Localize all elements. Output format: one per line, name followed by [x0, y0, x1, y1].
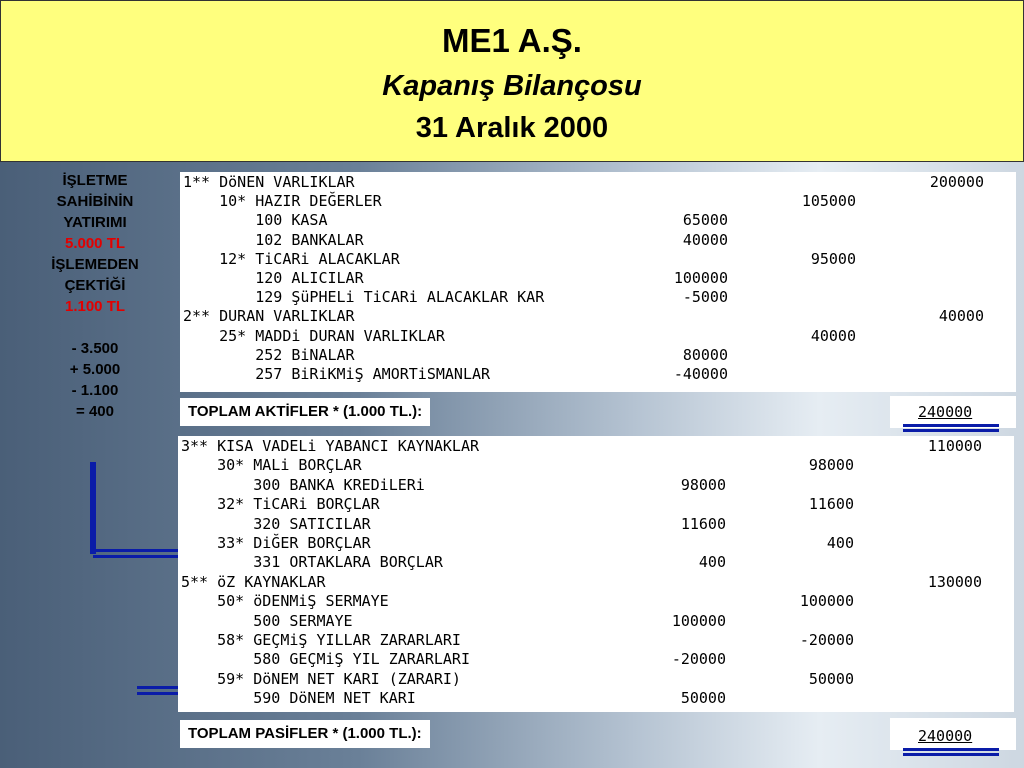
account-label: 32* TiCARi BORÇLAR	[181, 495, 380, 514]
account-amount: 50000	[680, 689, 726, 708]
account-amount: 130000	[927, 572, 982, 591]
ledger-row	[180, 365, 1016, 384]
investment-amount: 5.000 TL	[64, 235, 126, 252]
owner-note	[0, 170, 190, 422]
ledger-row	[180, 192, 1016, 211]
connector-line	[90, 462, 96, 554]
assets-total-value: 240000	[918, 403, 973, 421]
account-amount: 100000	[673, 269, 728, 287]
ledger-row	[178, 437, 1014, 456]
ledger-row	[178, 670, 1014, 689]
ledger-row	[178, 592, 1014, 611]
double-underline	[903, 753, 999, 756]
account-label: 12* TiCARi ALACAKLAR	[183, 249, 400, 268]
account-label: 580 GEÇMiŞ YIL ZARARLARI	[181, 650, 470, 669]
ledger-row	[178, 650, 1014, 669]
account-label: 1** DöNEN VARLIKLAR	[183, 173, 355, 191]
assets-panel	[180, 172, 1016, 392]
account-label: 25* MADDi DURAN VARLIKLAR	[183, 326, 445, 345]
account-label: 257 BiRiKMiŞ AMORTiSMANLAR	[183, 365, 491, 383]
account-label: 300 BANKA KREDiLERi	[181, 475, 425, 494]
account-label: 33* DiĞER BORÇLAR	[181, 534, 371, 552]
account-amount: 100000	[671, 611, 726, 630]
account-label: 102 BANKALAR	[183, 230, 364, 249]
ledger-row	[180, 231, 1016, 250]
ledger-row	[178, 689, 1014, 708]
note-line: ÇEKTİĞİ	[64, 277, 126, 294]
account-amount: 400	[826, 534, 854, 552]
account-amount: -20000	[671, 650, 726, 669]
ledger-row	[180, 211, 1016, 230]
account-amount: -40000	[673, 365, 728, 383]
account-amount: 400	[698, 553, 726, 572]
note-line: SAHİBİNİN	[56, 193, 134, 210]
assets-total-label: TOPLAM AKTİFLER * (1.000 TL.):	[180, 398, 430, 426]
ledger-row	[178, 495, 1014, 514]
account-amount: 11600	[680, 514, 726, 533]
double-underline	[903, 429, 999, 432]
account-amount: 11600	[808, 495, 854, 514]
note-line: YATIRIMI	[63, 214, 127, 231]
account-label: 10* HAZIR DEĞERLER	[183, 192, 382, 211]
account-label: 30* MALi BORÇLAR	[181, 456, 362, 475]
ledger-row	[180, 327, 1016, 346]
ledger-row	[180, 346, 1016, 365]
account-amount: 40000	[810, 326, 856, 345]
account-amount: -20000	[799, 631, 854, 649]
account-label: 500 SERMAYE	[181, 611, 353, 630]
account-label: 3** KISA VADELi YABANCI KAYNAKLAR	[181, 437, 480, 455]
account-label: 320 SATICILAR	[181, 514, 371, 533]
account-amount: 105000	[801, 192, 856, 211]
ledger-row	[178, 515, 1014, 534]
account-amount: 80000	[682, 345, 728, 364]
calc-line: - 3.500	[71, 340, 119, 357]
account-label: 59* DöNEM NET KARI (ZARARI)	[181, 669, 461, 688]
ledger-row	[178, 534, 1014, 553]
ledger-row	[178, 476, 1014, 495]
liabilities-total-value: 240000	[918, 727, 973, 745]
note-line: İŞLETME	[62, 172, 128, 189]
account-label: 129 ŞüPHELi TiCARi ALACAKLAR KAR	[183, 288, 545, 307]
calc-line: + 5.000	[69, 361, 121, 378]
withdrawal-amount: 1.100 TL	[64, 298, 126, 315]
ledger-row	[180, 269, 1016, 288]
calc-result: = 400	[76, 403, 114, 420]
account-amount: 50000	[808, 669, 854, 688]
account-amount: 100000	[799, 592, 854, 611]
liabilities-panel	[178, 436, 1014, 712]
company-name: ME1 A.Ş.	[442, 22, 582, 59]
note-line: İŞLEMEDEN	[51, 256, 139, 273]
account-label: 590 DöNEM NET KARI	[181, 689, 416, 708]
account-amount: 65000	[682, 211, 728, 230]
ledger-row	[178, 631, 1014, 650]
account-amount: 98000	[808, 456, 854, 475]
account-label: 2** DURAN VARLIKLAR	[183, 307, 355, 326]
ledger-row	[180, 288, 1016, 307]
account-label: 50* öDENMiŞ SERMAYE	[181, 592, 389, 611]
account-label: 58* GEÇMiŞ YILLAR ZARARLARI	[181, 631, 461, 649]
ledger-row	[178, 612, 1014, 631]
account-label: 331 ORTAKLARA BORÇLAR	[181, 553, 443, 572]
ledger-row	[178, 456, 1014, 475]
account-amount: -5000	[682, 288, 728, 307]
calc-line: - 1.100	[71, 382, 119, 399]
account-amount: 40000	[682, 230, 728, 249]
double-underline	[903, 748, 999, 751]
account-amount: 98000	[680, 475, 726, 494]
account-amount: 95000	[810, 249, 856, 268]
ledger-row	[178, 553, 1014, 572]
ledger-row	[180, 307, 1016, 326]
ledger-row	[180, 250, 1016, 269]
account-amount: 110000	[927, 437, 982, 455]
slide-header	[0, 0, 1024, 162]
account-label: 252 BiNALAR	[183, 345, 355, 364]
account-amount: 40000	[938, 307, 984, 326]
balance-date: 31 Aralık 2000	[415, 112, 609, 144]
slide-title: Kapanış Bilançosu	[382, 70, 642, 102]
liabilities-total-label: TOPLAM PASİFLER * (1.000 TL.):	[180, 720, 430, 748]
account-label: 120 ALICILAR	[183, 269, 364, 287]
ledger-row	[180, 173, 1016, 192]
account-label: 5** öZ KAYNAKLAR	[181, 572, 326, 591]
account-amount: 200000	[929, 173, 984, 191]
double-underline	[903, 424, 999, 427]
account-label: 100 KASA	[183, 211, 328, 230]
ledger-row	[178, 573, 1014, 592]
